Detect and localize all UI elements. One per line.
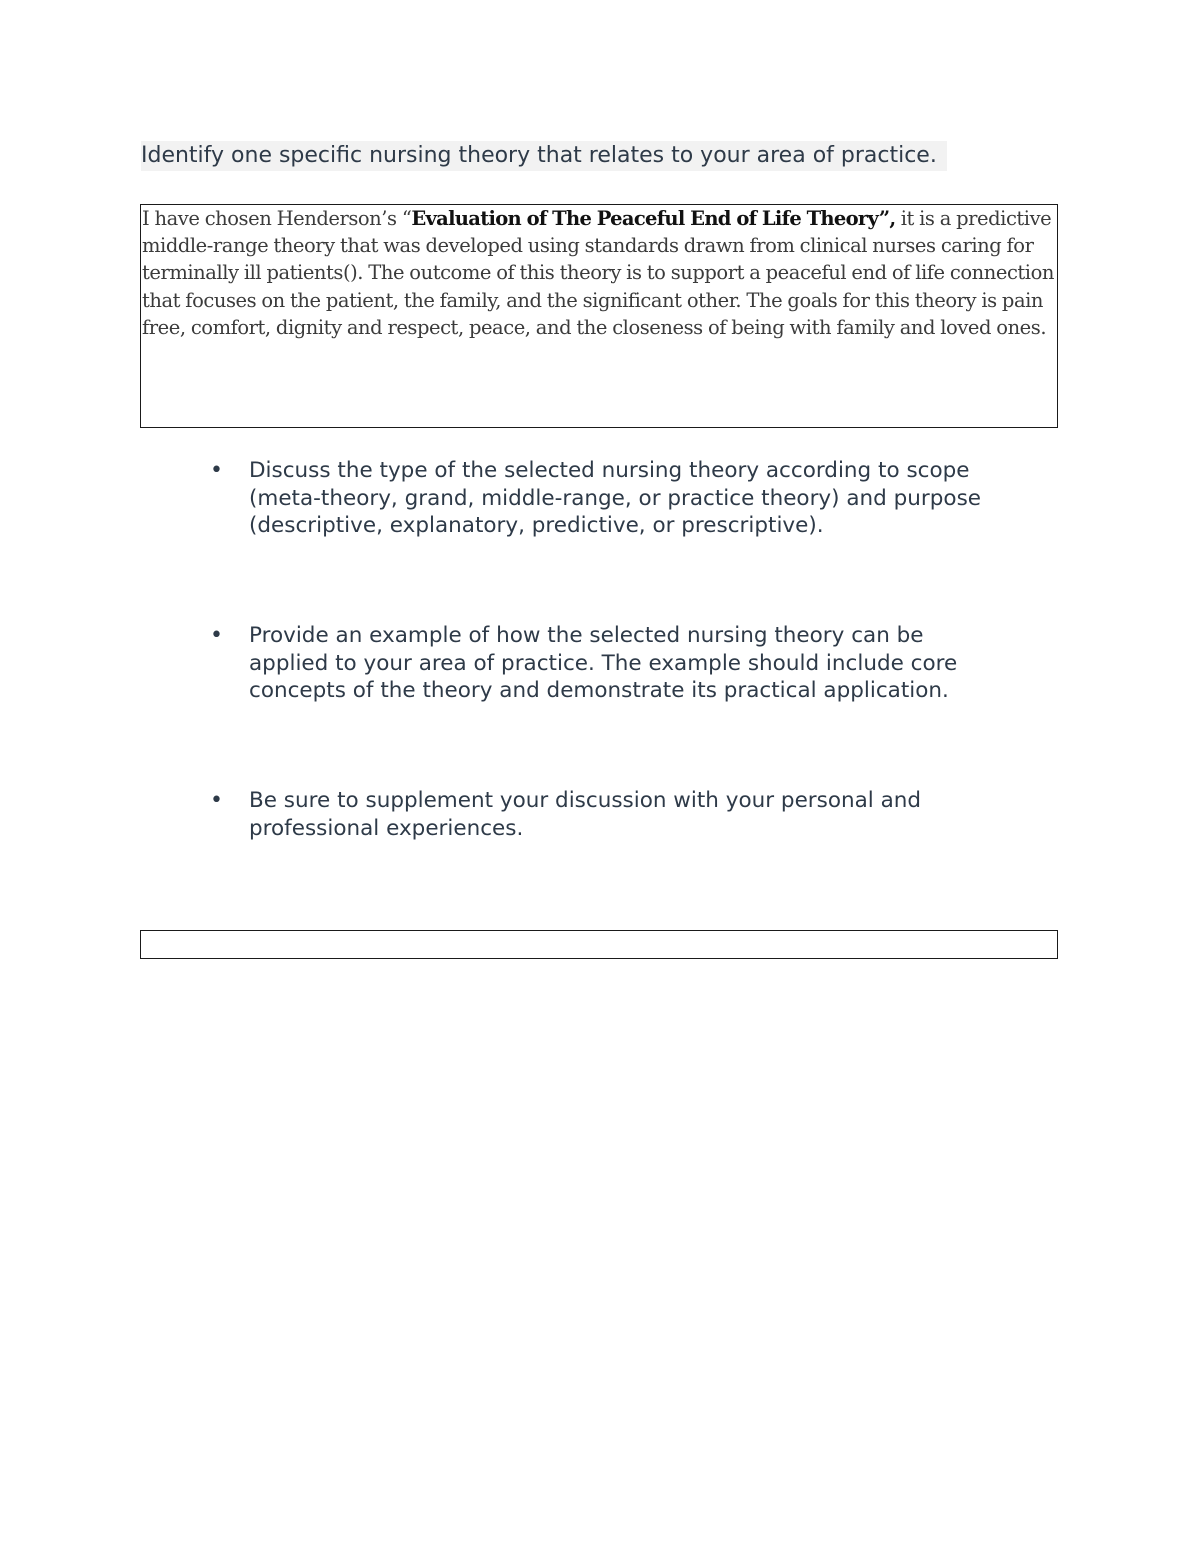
- theory-title: Evaluation of The Peaceful End of Life Theory”,: [411, 207, 896, 230]
- bullet-text: Discuss the type of the selected nursing theory according to scope (meta-theory, grand, middle-range, or practice theory) and purpose (descriptive, explanatory, predictive, or prescriptive).: [249, 458, 981, 538]
- bullet-icon: •: [210, 788, 223, 813]
- bullet-icon: •: [210, 458, 223, 483]
- answer-body: it is a predictive middle-range theory that was developed using standards drawn from clinical nurses caring for terminally ill patients(). The outcome of this theory is to support a peaceful end of life connection that focuses on the patient, the family, and the significant other. The goals for this theory is pain free, comfort, dignity and respect, peace, and the closeness of being with family and loved ones.: [142, 207, 1054, 339]
- bullet-icon: •: [210, 623, 223, 648]
- empty-answer-box[interactable]: [140, 930, 1058, 959]
- answer-text-box[interactable]: [140, 204, 1058, 428]
- answer-intro: I have chosen Henderson’s “: [142, 207, 412, 230]
- bullet-text: Be sure to supplement your discussion with your personal and professional experiences.: [249, 788, 922, 841]
- question-heading: Identify one specific nursing theory that relates to your area of practice.: [141, 141, 947, 171]
- answer-paragraph: [142, 205, 1058, 341]
- bullet-text: Provide an example of how the selected nursing theory can be applied to your area of practice. The example should include core concepts of the theory and demonstrate its practical application.: [249, 623, 958, 703]
